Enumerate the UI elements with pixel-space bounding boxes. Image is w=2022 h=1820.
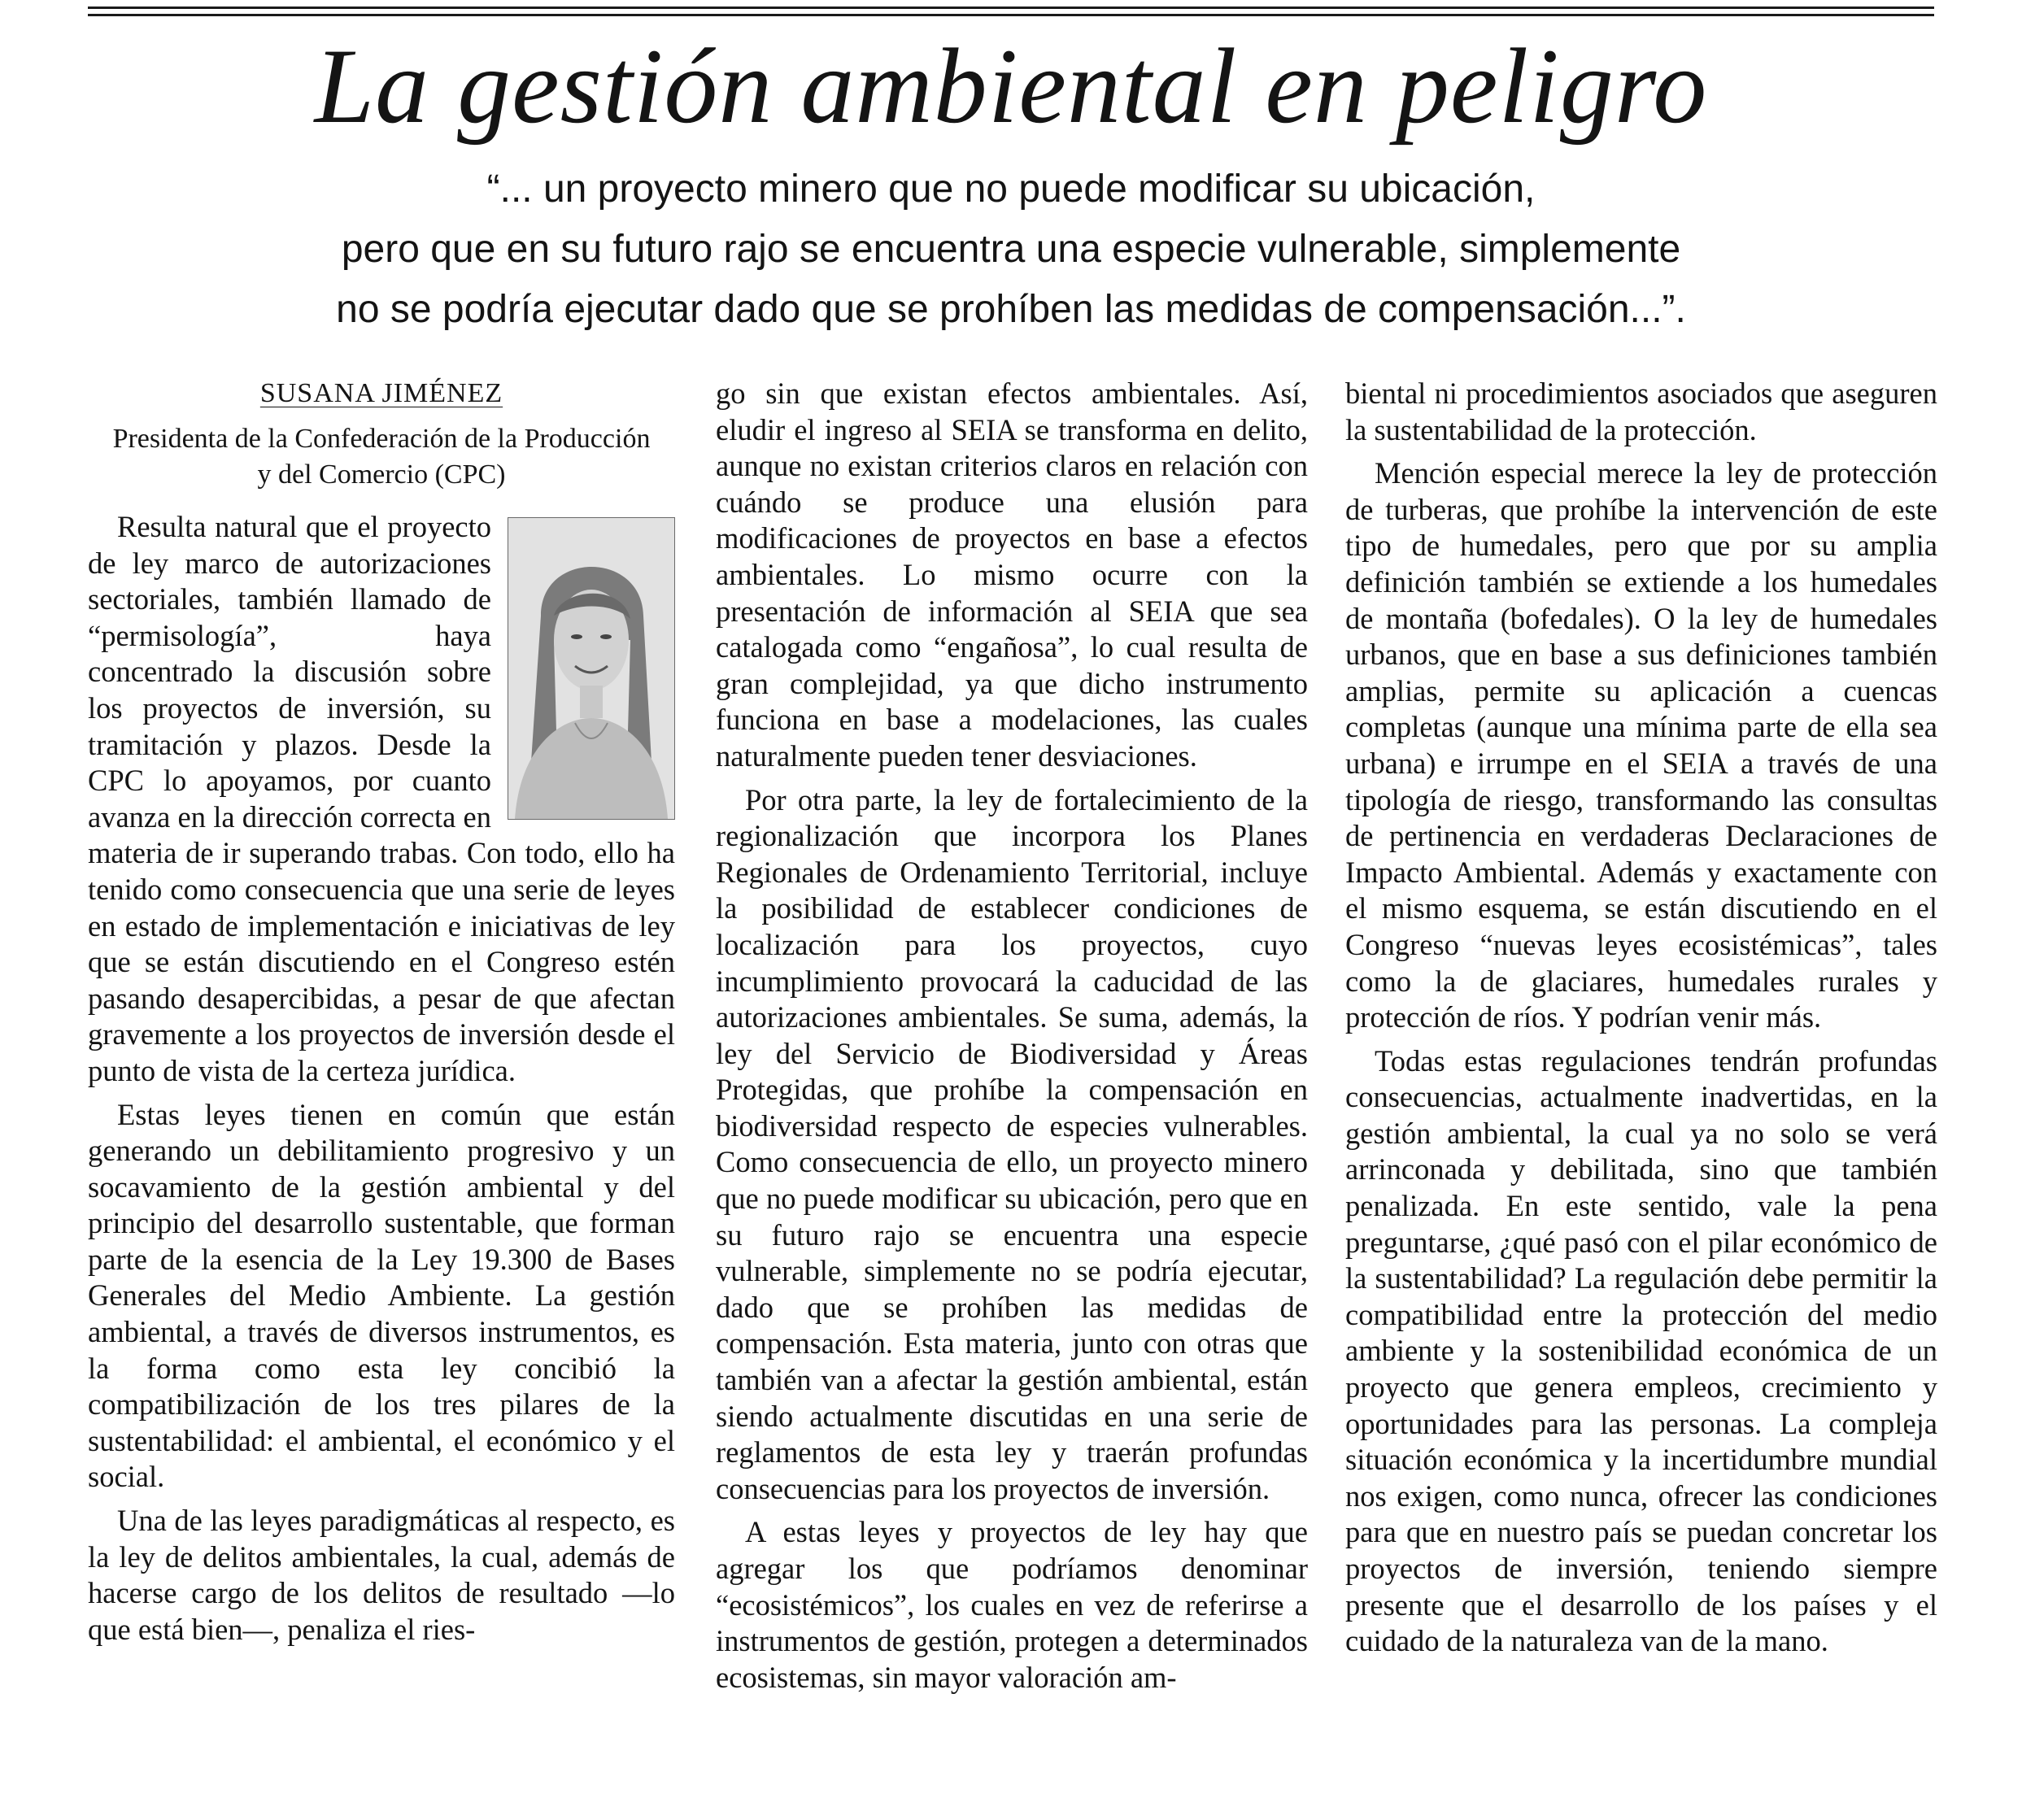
headline: La gestión ambiental en peligro bbox=[314, 26, 1708, 146]
pull-quote-line: no se podría ejecutar dado que se prohíben las medidas de compensación...”. bbox=[336, 288, 1686, 331]
author-title-line: Presidenta de la Confederación de la Producción bbox=[112, 424, 651, 454]
paragraph-text: Resulta natural que el proyecto de ley marco de autorizaciones sectoriales, también llamado de “permisología”, haya concentrado la discusión sobre los proyectos de inversión, su tramitación y plazos. Desde la CPC lo apoyamos, por cuanto avanza en la dirección correcta en materia de ir superando trabas. Con todo, ello ha tenido como consecuencia que una serie de leyes en estado de implementación e iniciativas de ley que se están discutiendo en el Congreso estén pasando desapercibidas, a pesar de que afectan gravemente a los proyectos de inversión desde el punto de vista de la certeza jurídica. bbox=[88, 510, 675, 1087]
author-portrait-icon bbox=[508, 518, 674, 819]
author-name: SUSANA JIMÉNEZ bbox=[259, 378, 503, 408]
pull-quote-line: “... un proyecto minero que no puede modificar su ubicación, bbox=[486, 168, 1536, 211]
article-paragraph: Una de las leyes paradigmáticas al respecto, es la ley de delitos ambientales, la cual, además de hacerse cargo de los delitos de resultado —lo que está bien—, penaliza el ries- bbox=[88, 1504, 675, 1646]
article-column-2 bbox=[716, 376, 1308, 1703]
article-paragraph: biental ni procedimientos asociados que aseguren la sustentabilidad de la protección. bbox=[1345, 377, 1937, 446]
article-paragraph bbox=[88, 509, 675, 1090]
article-paragraph: Estas leyes tienen en común que están generando un debilitamiento progresivo y un socavamiento de la gestión ambiental y del principio del desarrollo sustentable, que forman parte de la esencia de la Ley 19.300 de Bases Generales del Medio Ambiente. La gestión ambiental, a través de diversos instrumentos, es la forma como esta ley concibió la compatibilización de los tres pilares de la sustentabilidad: el ambiental, el económico y el social. bbox=[88, 1097, 675, 1494]
article-paragraph: Mención especial merece la ley de protección de turberas, que prohíbe la intervención de este tipo de humedales, pero que por su amplia definición también se extiende a los humedales de montaña (bofedales). O la ley de humedales urbanos, que en base a sus definiciones también amplias, permite su aplicación a cuencas completas (aunque una mínima parte de ella sea urbana) e irrumpe en el SEIA a través de una tipología de riesgo, transformando las consultas de pertinencia en verdaderas Declaraciones de Impacto Ambiental. Además y exactamente con el mismo esquema, se están discutiendo en el Congreso “nuevas leyes ecosistémicas”, tales como la de glaciares, humedales rurales y protección de ríos. Y podrían venir más. bbox=[1345, 456, 1937, 1034]
author-title-line: y del Comercio (CPC) bbox=[257, 459, 506, 490]
article-paragraph: go sin que existan efectos ambientales. Así, eludir el ingreso al SEIA se transforma en delito, aunque no existan criterios claros en relación con cuándo se produce una elusión para modificaciones de proyectos en base a efectos ambientales. Lo mismo ocurre con la presentación de información al SEIA que sea catalogada como “engañosa”, lo cual resulta de gran complejidad, ya que dicho instrumento funciona en base a modelaciones, las cuales naturalmente pueden tener desviaciones. bbox=[716, 377, 1308, 773]
article-paragraph: Todas estas regulaciones tendrán profundas consecuencias, actualmente inadvertidas, en la gestión ambiental, la cual ya no solo se verá arrinconada y debilitada, sino que también penalizada. En este sentido, vale la pena preguntarse, ¿qué pasó con el pilar económico de la sustentabilidad? La regulación debe permitir la compatibilidad entre la protección del medio ambiente y la sostenibilidad económica de un proyecto que genera empleos, crecimiento y oportunidades para las personas. La compleja situación económica y la incertidumbre mundial nos exigen, como nunca, ofrecer las condiciones para que en nuestro país se puedan concretar los proyectos de inversión, teniendo siempre presente que el desarrollo de los países y el cuidado de la naturaleza van de la mano. bbox=[1345, 1043, 1937, 1658]
article-column-3 bbox=[1345, 376, 1937, 1667]
author-photo bbox=[508, 517, 675, 820]
article-paragraph: Por otra parte, la ley de fortalecimiento de la regionalización que incorpora los Planes Regionales de Ordenamiento Territorial, incluye la posibilidad de establecer condiciones de localización para los proyectos, cuyo incumplimiento provocará la caducidad de las autorizaciones ambientales. Se suma, además, la ley del Servicio de Biodiversidad y Áreas Protegidas, que prohíbe la compensación en biodiversidad respecto de especies vulnerables. Como consecuencia de ello, un proyecto minero que no puede modificar su ubicación, pero que en su futuro rajo se encuentra una especie vulnerable, simplemente no se podría ejecutar, dado que se prohíben las medidas de compensación. Esta materia, junto con otras que también van a afectar la gestión ambiental, están siendo actualmente discutidas en una serie de reglamentos de esta ley y traerán profundas consecuencias para los proyectos de inversión. bbox=[716, 782, 1308, 1505]
pull-quote bbox=[244, 159, 1778, 340]
author-title bbox=[88, 421, 675, 493]
article-paragraph: A estas leyes y proyectos de ley hay que agregar los que podríamos denominar “ecosistémicos”, los cuales en vez de referirse a instrumentos de gestión, protegen a determinados ecosistemas, sin mayor valoración am- bbox=[716, 1515, 1308, 1694]
article-column-1 bbox=[88, 376, 675, 1655]
top-rule bbox=[88, 7, 1934, 9]
pull-quote-line: pero que en su futuro rajo se encuentra una especie vulnerable, simplemente bbox=[341, 228, 1681, 271]
